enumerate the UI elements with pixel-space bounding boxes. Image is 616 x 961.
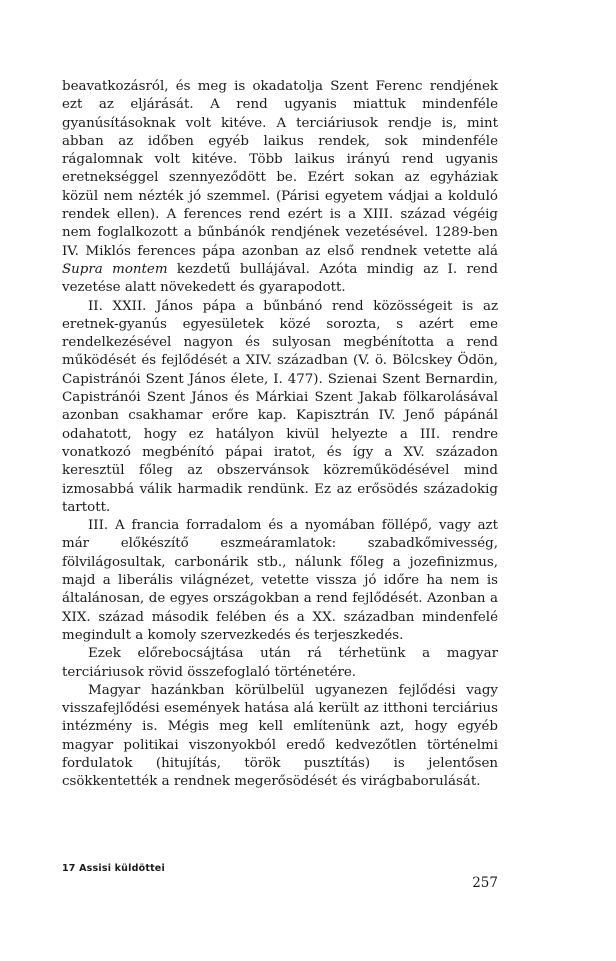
paragraph-5 [62,682,498,792]
printer-signature: 17 Assisi küldöttei [62,863,165,874]
page-number: 257 [472,875,498,891]
paragraph-3-text: III. A francia forradalom és a nyomában föllépő, vagy azt már előkészítő eszmeáramlatok: szabadkőmivesség, fölvilágosultak, carbonárik stb., nálunk főleg a jozefinizmus, majd a liberális világnézet, vetette vissza jó időre ha nem is általánosan, de egyes országokban a rend fejlődését. Azonban a XIX. század második felében és a XX. században mindenfelé megindult a komoly szervezkedés és terjeszkedés. [62,518,498,643]
paragraph-3 [62,517,498,645]
page-content [62,78,498,792]
bull-title-italic: Supra montem [62,261,168,277]
paragraph-2 [62,298,498,518]
paragraph-1-text-b: kezdetű bullájával. Azóta mindig az I. rend vezetése alatt növekedett és gyarapodott. [62,261,498,296]
paragraph-2-text: II. XXII. János pápa a bűnbánó rend közösségeit is az eretnek-gyanús egyesületek közé sorozta, s azért eme rendelkezésével nagyon és sulyosan megbénította a rend működését és fejlődését a XIV. században (V. ö. Bölcskey Ödön, Capistránói Szent János élete, I. 477). Szienai Szent Bernardin, Capistránói Szent János és Márkiai Szent Jakab fölkarolásával azonban csakhamar erőre kap. Kapisztrán IV. Jenő pápánál odahatott, hogy ez hatályon kivül helyezte a III. rendre vonatkozó megbénító pápai iratot, és így a XV. századon keresztül főleg az obszervánsok közreműködésével mind izmosabbá válik harmadik rendünk. Ez az erősödés századokig tartott. [62,298,498,515]
paragraph-4-text: Ezek előrebocsájtása után rá térhetünk a magyar terciáriusok rövid összefoglaló történetére. [62,646,498,680]
paragraph-4 [62,645,498,682]
paragraph-5-text: Magyar hazánkban körülbelül ugyanezen fejlődési vagy visszafejlődési események hatása alá került az itthoni terciárius intézmény is. Mégis meg kell említenünk azt, hogy egyéb magyar politikai viszonyokból eredő kedvezőtlen történelmi fordulatok (hitujítás, török pusztítás) is jelentősen csökkentették a rendnek megerősödését és virágbaborulását. [62,682,498,790]
paragraph-1-text-a: beavatkozásról, és meg is okadatolja Szent Ferenc rendjének ezt az eljárását. A rend ugyanis miattuk mindenféle gyanúsításoknak volt kitéve. A terciáriusok rendje is, mint abban az időben egyéb laikus rendek, sok mindenféle rágalomnak volt kitéve. Több laikus irányú rend ugyanis eretnekséggel szennyeződött be. Ezért sokan az egyháziak közül nem nézték jó szemmel. (Párisi egyetem vádjai a kolduló rendek ellen). A ferences rend ezért is a XIII. század végéig nem foglalkozott a bűnbánók rendjének vezetésével. 1289-ben IV. Miklós ferences pápa azonban az első rendnek vetette alá [62,79,498,259]
paragraph-1 [62,78,498,298]
body-text [62,78,498,792]
